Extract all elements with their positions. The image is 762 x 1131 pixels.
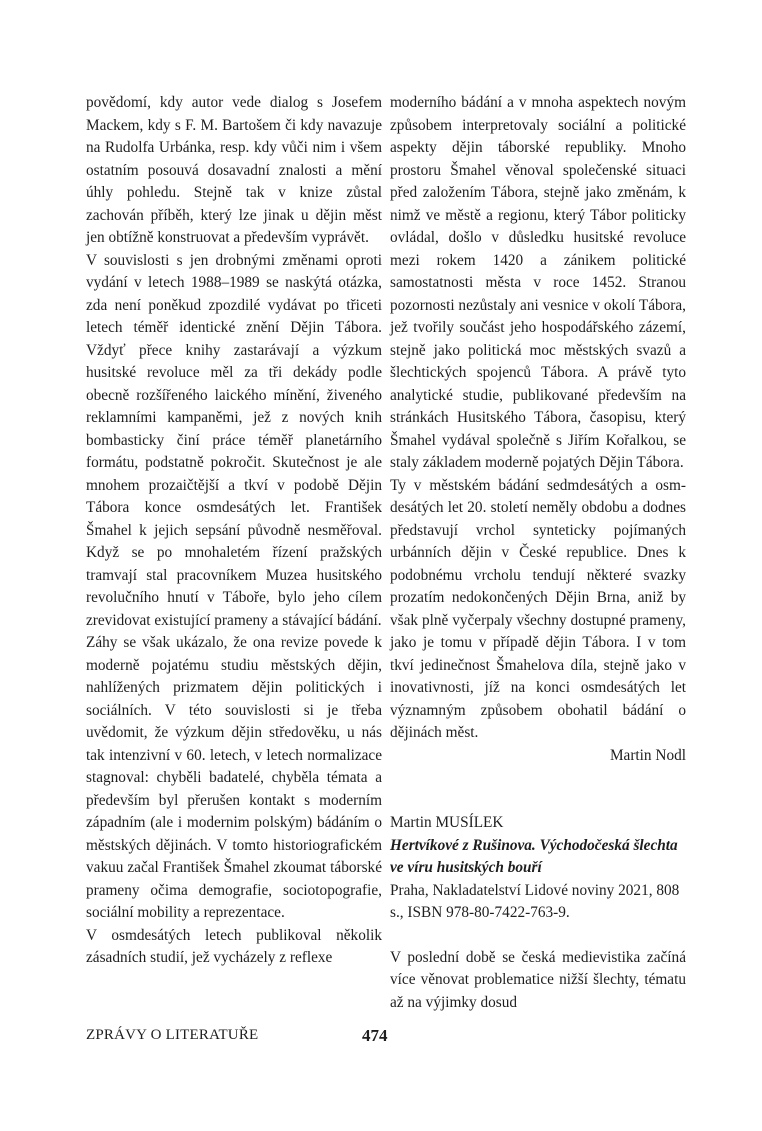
paragraph: povědomí, kdy autor vede dialog s Josefem Mackem, kdy s F. M. Bartošem či kdy navazuje na Rudolfa Urbánka, resp. kdy vůči nim i všem ostatním posouvá dosavadní znalosti a mění úhly pohledu. Stejně tak v knize zůstal zachován příběh, který lze jinak u dějin měst jen obtížně konstruovat a především vyprávět. <box>86 94 382 246</box>
running-head: ZPRÁVY O LITERATUŘE <box>86 1027 259 1043</box>
paragraph: V poslední době se česká medievistika začíná více věnovat problematice nižší šlechty, tématu až na výjimky dosud <box>390 948 686 1011</box>
paragraph: Ty v městském bádání sedmdesátých a osmdesátých let 20. století neměly obdobu a dodnes představují vrchol synteticky pojímaných urbánních dějin v České republice. Dnes k podobnému vrcholu tendují některé svazky prozatím nedokončených Dějin Brna, aniž by však plně vyčerpaly všechny dostupné prameny, jako je tomu v případě dějin Tábora. I v tom tkví jedinečnost Šmahelova díla, stejně jako v inovativnosti, jíž na konci osmdesátých let významným způsobem obohatil bádání o dějinách měst. <box>390 476 686 741</box>
paragraph: V osmdesátých letech publikoval několik zásadních studií, jež vycházely z reflexe <box>86 926 382 966</box>
right-column <box>390 92 686 1014</box>
book-author: Martin MUSÍLEK <box>390 814 504 831</box>
book-publication-info: Praha, Nakladatelství Lidové noviny 2021, 808 s., ISBN 978-80-7422-763-9. <box>390 881 680 921</box>
review-signature: Martin Nodl <box>609 746 686 764</box>
left-column <box>86 92 382 970</box>
spacer <box>390 925 686 947</box>
book-review-header <box>390 812 686 925</box>
paragraph: V souvislosti s jen drobnými změnami oproti vydání v letech 1988–1989 se naskýtá otázka, zda není poněkud zpozdilé vydávat po třiceti letech téměř identické znění Dějin Tábora. Vždyť přece knihy zastarávají a výzkum husitské revoluce měl za tři dekády podle obecně rozšířeného laického mínění, živeného reklamními kampaněmi, jež z nových knih bombasticky činí práce téměř planetárního formátu, podstatně pokročit. Skutečnost je ale mnohem prozaičtější a tkví v podobě Dějin Tábora konce osmdesátých let. František Šmahel k jejich sepsání původně nesměřoval. Když se po mnohaletém řízení pražských tramvají stal pracovníkem Muzea husitského revolučního hnutí v Táboře, bylo jeho cílem zrevidovat existující prameny a stávající bádání. <box>86 251 382 629</box>
paragraph: moderního bádání a v mnoha aspektech novým způsobem interpretovaly sociální a politické aspekty dějin táborské republiky. Mnoho prostoru Šmahel věnoval společenské situaci před založením Tábora, stejně jako změnám, k nimž ve městě a regionu, který Tábor politicky ovládal, došlo v důsledku husitské revoluce mezi rokem 1420 a zánikem politické samostatnosti města v roce 1452. Stranou pozornosti nezůstaly ani vesnice v okolí Tábora, jež tvořily součást jeho hospodářského zázemí, stejně jako politická moc městských svazů a šlechtických spojenců Tábora. A právě tyto analytické studie, publikované především na stránkách Husitského Tábora, časopisu, který Šmahel vydával společně s Jiřím Kořalkou, se staly základem moderně pojatých Dějin Tábora. <box>390 94 686 471</box>
page-number: 474 <box>362 1026 388 1045</box>
book-title: Hertvíkové z Rušinova. Východočeská šlechta ve víru husitských bouří <box>390 836 678 876</box>
paragraph: Záhy se však ukázalo, že ona revize povede k moderně pojatému studiu městských dějin, nahlížených prizmatem dějin politických i sociálních. V této souvislosti si je třeba uvědomit, že výzkum dějin středověku, u nás tak intenzivní v 60. letech, v letech normalizace stagnoval: chyběli badatelé, chyběla témata a především byl přerušen kontakt s moderním západním (ale i modernim polským) bádáním o městských dějinách. V tomto historiografickém vakuu začal František Šmahel zkoumat táborské prameny očima demografie, sociotopografie, sociální mobility a reprezentace. <box>86 634 382 921</box>
